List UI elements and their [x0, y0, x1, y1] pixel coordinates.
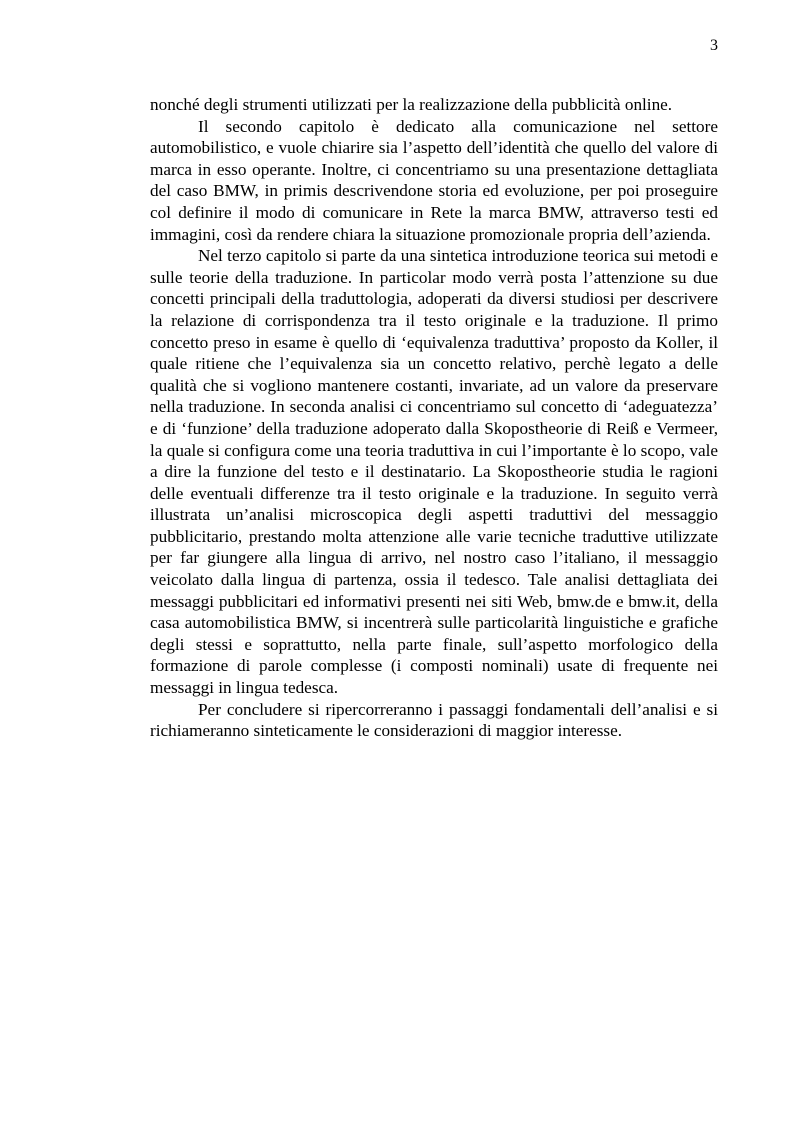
body-text — [150, 94, 718, 742]
paragraph-third-chapter: Nel terzo capitolo si parte da una sintetica introduzione teorica sui metodi e sulle teorie della traduzione. In particolar modo verrà posta l’attenzione su due concetti principali della traduttologia, adoperati da diversi studiosi per descrivere la relazione di corrispondenza tra il testo originale e la traduzione. Il primo concetto preso in esame è quello di ‘equivalenza traduttiva’ proposto da Koller, il quale ritiene che l’equivalenza sia un concetto relativo, perchè legato a delle qualità che si vogliono mantenere costanti, invariate, ad un valore da preservare nella traduzione. In seconda analisi ci concentriamo sul concetto di ‘adeguatezza’ e di ‘funzione’ della traduzione adoperato dalla Skopostheorie di Reiß e Vermeer, la quale si configura come una teoria traduttiva in cui l’importante è lo scopo, vale a dire la funzione del testo e il destinatario. La Skopostheorie studia le ragioni delle eventuali differenze tra il testo originale e la traduzione. In seguito verrà illustrata un’analisi microscopica degli aspetti traduttivi del messaggio pubblicitario, prestando molta attenzione alle varie tecniche traduttive utilizzate per far giungere alla lingua di arrivo, nel nostro caso l’italiano, il messaggio veicolato dalla lingua di partenza, ossia il tedesco. Tale analisi dettagliata dei messaggi pubblicitari ed informativi presenti nei siti Web, bmw.de e bmw.it, della casa automobilistica BMW, si incentrerà sulle particolarità linguistiche e grafiche degli stessi e soprattutto, nella parte finale, sull’aspetto morfologico della formazione di parole complesse (i composti nominali) usate di frequente nei messaggi in lingua tedesca. — [150, 246, 718, 698]
paragraph-continuation: nonché degli strumenti utilizzati per la realizzazione della pubblicità online. — [150, 95, 673, 114]
paragraph-conclusion: Per concludere si ripercorreranno i passaggi fondamentali dell’analisi e si richiameranno sinteticamente le considerazioni di maggior interesse. — [150, 699, 718, 741]
paragraph-second-chapter: Il secondo capitolo è dedicato alla comunicazione nel settore automobilistico, e vuole chiarire sia l’aspetto dell’identità che quello del valore di marca in esso operante. Inoltre, ci concentriamo su una presentazione dettagliata del caso BMW, in primis descrivendone storia ed evoluzione, per poi proseguire col definire il modo di comunicare in Rete la marca BMW, attraverso testi ed immagini, così da rendere chiara la situazione promozionale propria dell’azienda. — [150, 116, 718, 244]
page-number: 3 — [710, 37, 718, 54]
